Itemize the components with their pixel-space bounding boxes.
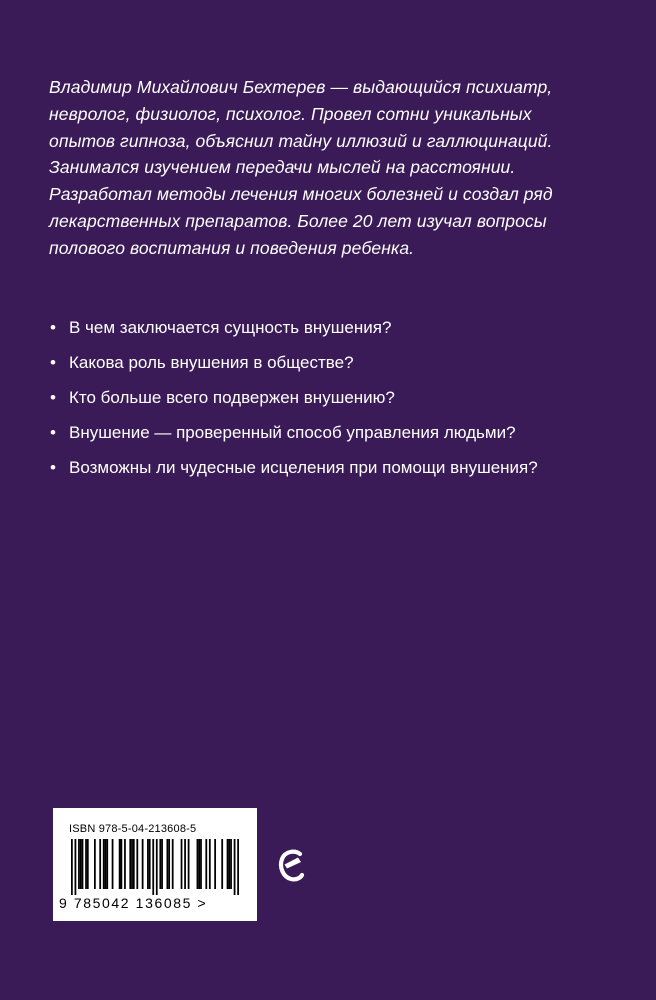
barcode-bar [168,839,170,889]
barcode-bar [228,839,230,889]
barcode-bar [159,839,161,889]
barcode-bar [214,839,216,889]
list-item [50,353,610,388]
list-item [50,423,610,458]
barcode-bar [234,839,236,895]
barcode-bar [237,839,239,895]
barcode-bar [121,839,123,889]
barcode-bar [181,839,183,889]
barcode-bar [71,839,73,895]
barcode-bar [142,839,144,889]
bullet: • [50,318,56,337]
bio-line: Разработал методы лечения многих болезней и создал ряд [49,184,553,205]
barcode-bar [188,839,190,889]
barcode-bar [87,839,89,889]
barcode-bar [94,839,96,889]
barcode-bar [152,839,154,895]
bio-line: полового воспитания и поведения ребенка. [49,237,415,258]
question-text: Внушение — проверенный способ управления людьми? [69,423,516,442]
barcode-bar [184,839,186,889]
eksmo-logo-icon [276,845,306,885]
barcode-bar [200,839,202,889]
barcode-bar [221,839,223,889]
barcode-bars [71,839,239,895]
barcode-bar [105,839,107,889]
barcode-bar [103,839,105,889]
bullet: • [50,458,56,477]
question-text: Возможны ли чудесные исцеления при помощи внушения? [69,458,538,477]
bio-line: Владимир Михайлович Бехтерев — выдающийся психиатр, [49,77,553,97]
barcode-bar [129,839,131,889]
barcode-bar [166,839,168,889]
barcode-bar [106,839,108,889]
bio-line: лекарственных препаратов. Более 20 лет изучал вопросы [49,210,547,231]
barcode-bar [112,839,114,889]
list-item [50,458,610,493]
barcode-bar [119,839,121,889]
isbn-label: ISBN 978-5-04-213608-5 [69,823,197,835]
barcode-bar [75,839,77,895]
question-text: В чем заключается сущность внушения? [69,318,392,337]
barcode-bar [156,839,158,895]
bio-line: Занимался изучением передачи мыслей на расстоянии. [49,157,516,178]
bio-line: опытов гипноза, объяснил тайну иллюзий и галлюцинаций. [49,130,553,151]
question-list [50,318,610,493]
question-text: Кто больше всего подвержен внушению? [69,388,395,407]
bullet: • [50,388,56,407]
barcode-bar [136,839,138,889]
bullet: • [50,423,56,442]
barcode-bar [205,839,207,889]
question-text: Какова роль внушения в обществе? [69,353,354,372]
barcode-panel [53,808,257,921]
barcode-bar [227,839,229,889]
barcode-bar [172,839,174,889]
bio-line: невролог, физиолог, психолог. Провел сотни уникальных [49,103,532,124]
barcode-bar [209,839,211,889]
barcode-bar [85,839,87,889]
barcode-digits: 9 785042 136085 > [59,895,208,911]
barcode-bar [230,839,232,889]
barcode-bar [161,839,163,889]
barcode-bar [131,839,133,889]
author-bio [49,74,553,262]
barcode-bar [80,839,82,889]
barcode-bar [149,839,151,889]
barcode-bar [78,839,80,889]
barcode-bar [147,839,149,889]
barcode-bar [82,839,84,889]
bullet: • [50,353,56,372]
list-item [50,318,610,353]
barcode-bar [197,839,199,889]
barcode-bar [99,839,101,889]
barcode-bar [133,839,135,889]
list-item [50,388,610,423]
barcode-bar [198,839,200,889]
barcode-bar [124,839,126,889]
